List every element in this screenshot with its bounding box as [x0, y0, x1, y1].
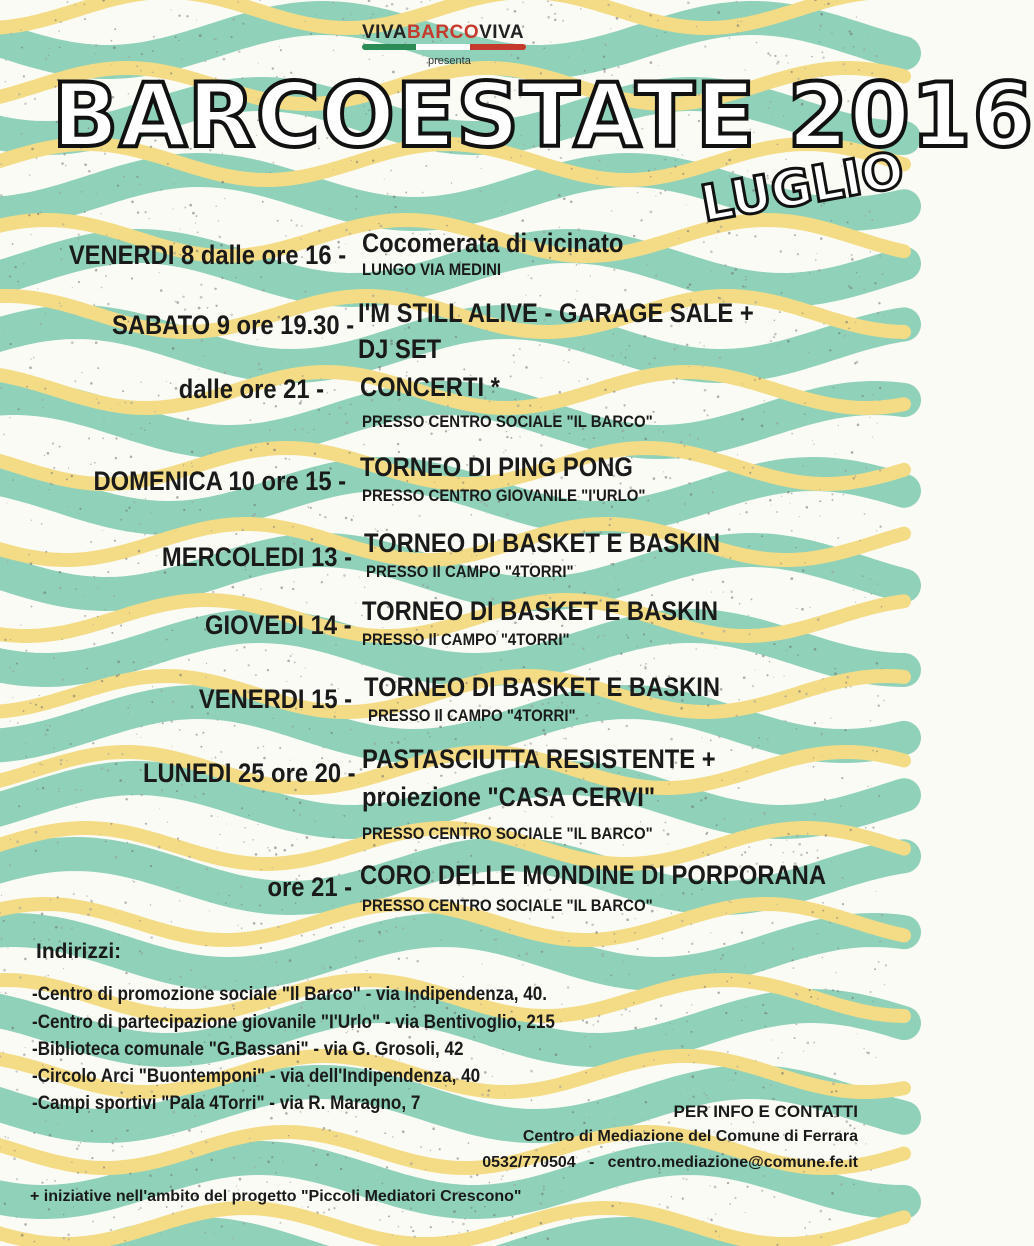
info-contact: 0532/770504 - centro.mediazione@comune.fe.it [482, 1154, 858, 1171]
event-when: LUNEDI 25 ore 20 - [143, 758, 356, 788]
event-location: PRESSO Il CAMPO "4TORRI" [366, 562, 574, 581]
event-title: PASTASCIUTTA RESISTENTE + [362, 744, 716, 774]
event-title: Cocomerata di vicinato [362, 228, 624, 258]
event-when: MERCOLEDI 13 - [161, 542, 352, 572]
address-item: -Circolo Arci "Buontemponi" - via dell'Indipendenza, 40 [32, 1066, 481, 1087]
event-when: GIOVEDI 14 - [205, 610, 352, 640]
event-title: CONCERTI * [360, 372, 500, 402]
event-title: TORNEO DI PING PONG [360, 452, 633, 482]
address-item: -Biblioteca comunale "G.Bassani" - via G. Grosoli, 42 [32, 1039, 464, 1060]
vivabarcoviva-logo [362, 22, 524, 44]
event-when: dalle ore 21 - [178, 374, 324, 404]
month-label: LUGLIO [696, 140, 909, 234]
addresses-title: Indirizzi: [36, 940, 122, 963]
event-location: PRESSO CENTRO SOCIALE "IL BARCO" [362, 896, 653, 915]
event-title-line2: DJ SET [358, 334, 442, 364]
event-when: DOMENICA 10 ore 15 - [93, 466, 346, 496]
poster-title: BARCOESTATE 2016 [52, 64, 1034, 167]
presenta-label: presenta [428, 55, 471, 67]
event-location: PRESSO Il CAMPO "4TORRI" [362, 630, 570, 649]
event-title: TORNEO DI BASKET E BASKIN [364, 528, 721, 558]
event-when: SABATO 9 ore 19.30 - [111, 310, 354, 340]
event-when: VENERDI 15 - [198, 684, 352, 714]
event-title-line2: proiezione "CASA CERVI" [362, 782, 656, 812]
info-organization: Centro di Mediazione del Comune di Ferrara [522, 1128, 858, 1145]
info-title: PER INFO E CONTATTI [673, 1102, 858, 1121]
event-location: PRESSO CENTRO SOCIALE "IL BARCO" [362, 824, 653, 843]
event-location: PRESSO CENTRO GIOVANILE "I'URLO" [362, 486, 646, 505]
event-location: PRESSO Il CAMPO "4TORRI" [368, 706, 576, 725]
address-item: -Centro di partecipazione giovanile "I'Urlo" - via Bentivoglio, 215 [32, 1012, 555, 1033]
event-when: VENERDI 8 dalle ore 16 - [68, 240, 346, 270]
logo-text-viva-2: VIVA [479, 22, 525, 43]
footnote: + iniziative nell'ambito del progetto "Piccoli Mediatori Crescono" [30, 1188, 522, 1205]
logo-flag-bar [362, 44, 526, 50]
event-when: ore 21 - [267, 872, 352, 902]
event-title: TORNEO DI BASKET E BASKIN [362, 596, 719, 626]
logo-text-barco: BARCO [406, 22, 480, 43]
address-item: -Centro di promozione sociale "Il Barco" - via Indipendenza, 40. [32, 984, 548, 1005]
event-location: PRESSO CENTRO SOCIALE "IL BARCO" [362, 412, 653, 431]
logo-text-viva: VIVA [362, 22, 407, 43]
event-title: CORO DELLE MONDINE DI PORPORANA [360, 860, 826, 890]
event-location: LUNGO VIA MEDINI [362, 260, 502, 279]
address-item: -Campi sportivi "Pala 4Torri" - via R. Maragno, 7 [32, 1093, 421, 1114]
event-title: I'M STILL ALIVE - GARAGE SALE + [358, 298, 754, 328]
event-title: TORNEO DI BASKET E BASKIN [364, 672, 721, 702]
